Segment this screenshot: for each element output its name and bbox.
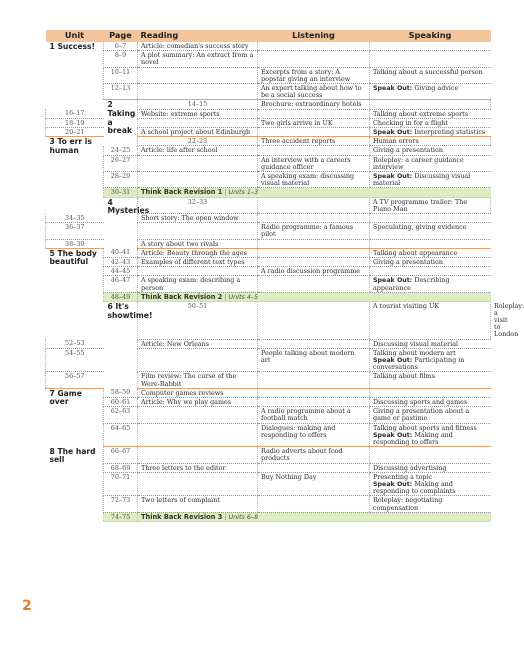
row-page: 8–9 (104, 51, 138, 67)
row-page: 48–49 (104, 292, 138, 301)
reading-cell: Article: comedian's success story (138, 42, 258, 51)
table-row (46, 407, 491, 423)
row-page: 24–25 (104, 146, 138, 155)
row-page: 12–13 (104, 84, 138, 100)
reading-cell: Three letters to the editor (138, 463, 258, 472)
listening-cell (258, 372, 370, 388)
speaking-cell (370, 146, 491, 155)
row-page: 66–67 (104, 447, 138, 463)
revision-cell (138, 292, 491, 301)
listening-cell: Excerpts from a story: A popstar giving an interview (258, 67, 370, 83)
listening-cell: An interview with a careers guidance officer (258, 155, 370, 171)
listening-cell (258, 258, 370, 267)
row-page: 62–63 (104, 407, 138, 423)
revision-row (46, 188, 491, 197)
row-page: 38–39 (46, 239, 104, 248)
reading-cell: Three accident reports (258, 137, 370, 146)
page-number: 2 (22, 598, 32, 614)
listening-cell (258, 496, 370, 512)
speaking-cell (370, 42, 491, 51)
listening-cell (258, 276, 370, 292)
revision-label: Think Back Revision 3 (141, 512, 223, 521)
speaking-cell (370, 276, 491, 292)
listening-cell: A radio discussion programme (258, 267, 370, 276)
revision-units: Units 1–3 (228, 188, 259, 197)
speaking-text: Speculating, giving evidence (373, 223, 467, 232)
unit-title: Success! (57, 42, 95, 51)
speaking-cell (370, 348, 491, 372)
revision-units: Units 4–5 (228, 292, 259, 301)
listening-cell (258, 239, 370, 248)
row-page: 36–37 (46, 223, 104, 239)
speaking-text: Roleplay: negotiating compensation (373, 496, 443, 512)
unit-number: 5 (49, 248, 55, 258)
unit-cell (104, 100, 138, 146)
revision-cell (138, 512, 491, 521)
contents-table (45, 30, 524, 522)
row-page: 30–31 (104, 188, 138, 197)
speaking-text: Talking about modern art (373, 348, 456, 357)
header-listening: Listening (258, 30, 370, 42)
unit-cell (46, 137, 104, 214)
speak-out-text: Describing appearance (373, 276, 450, 292)
table-row (46, 267, 491, 276)
reading-cell (138, 84, 258, 100)
speaking-text: Roleplay: a career guidance interview (373, 155, 464, 171)
speaking-cell (370, 223, 491, 239)
speaking-text: Discussing sports and games (373, 398, 468, 407)
table-row (46, 423, 491, 447)
revision-label: Think Back Revision 2 (141, 292, 223, 301)
row-page: 42–43 (104, 258, 138, 267)
speaking-cell (370, 496, 491, 512)
listening-cell: Radio programme: a famous pilot (258, 223, 370, 239)
revision-separator: | (224, 512, 227, 521)
listening-cell (258, 146, 370, 155)
reading-cell (258, 302, 370, 340)
speaking-text: Giving a presentation about a game or pastime (373, 407, 470, 423)
listening-cell: Two girls arrive in UK (258, 118, 370, 127)
reading-cell (138, 172, 258, 188)
table-row (46, 388, 491, 397)
header-page: Page (104, 30, 138, 42)
reading-cell (138, 267, 258, 276)
reading-cell: Article: New Orleans (138, 339, 258, 348)
speaking-cell (370, 128, 491, 137)
unit-cell (46, 248, 104, 339)
speaking-cell (370, 472, 491, 496)
speaking-text: Talking about films (373, 372, 435, 381)
row-page: 54–55 (46, 348, 104, 372)
listening-cell (258, 398, 370, 407)
speaking-cell (370, 447, 491, 463)
listening-cell: Dialogues: making and responding to offers (258, 423, 370, 447)
speaking-text: Presenting a topic (373, 472, 433, 481)
speak-out-text: Making and responding to offers (373, 430, 453, 447)
revision-cell (138, 188, 491, 197)
listening-cell: A TV programme trailer: The Piano Man (370, 197, 491, 213)
listening-cell: Human errors (370, 137, 491, 146)
table-row (46, 172, 491, 188)
listening-cell (258, 214, 370, 223)
reading-cell: A speaking exam: describing a person (138, 276, 258, 292)
speaking-cell (370, 67, 491, 83)
unit-cell (46, 447, 104, 522)
table-row (46, 146, 491, 155)
contents-body (46, 42, 524, 522)
speaking-text: Talking about sports and fitness (373, 423, 477, 432)
speaking-text: Roleplay: a visit to London (494, 301, 524, 339)
speaking-cell (370, 109, 491, 118)
unit-cell (104, 302, 153, 389)
speak-out-label: Speak Out: (373, 277, 413, 285)
unit-cell (104, 197, 150, 248)
speaking-text: Talking about a successful person (373, 67, 483, 76)
reading-cell (138, 223, 258, 239)
header-speaking: Speaking (370, 30, 491, 42)
listening-cell: Buy Nothing Day (258, 472, 370, 496)
table-row (46, 42, 491, 51)
unit-number: 2 (107, 100, 113, 110)
speak-out-label: Speak Out: (373, 481, 413, 489)
reading-cell: Short story: The open window (138, 214, 258, 223)
reading-cell: Brochure: extraordinary hotels (258, 100, 370, 109)
header-reading: Reading (138, 30, 258, 42)
reading-cell: Website: extreme sports (138, 109, 258, 118)
row-page: 46–47 (104, 276, 138, 292)
row-page: 34–35 (46, 214, 104, 223)
reading-cell (138, 407, 258, 423)
reading-cell: Article: Why we play games (138, 398, 258, 407)
unit-number: 8 (49, 446, 55, 456)
speak-out-text: Interpreting statistics (412, 128, 486, 137)
listening-cell (258, 388, 370, 397)
speaking-cell (370, 239, 491, 248)
row-page: 28–29 (104, 172, 138, 188)
speaking-cell (370, 248, 491, 257)
unit-number: 6 (107, 302, 113, 312)
header-unit: Unit (46, 30, 104, 42)
row-page: 68–69 (104, 463, 138, 472)
speaking-text: Talking about appearance (373, 248, 458, 257)
speaking-cell (370, 423, 491, 447)
listening-cell: A radio programme about a football match (258, 407, 370, 423)
table-row (46, 398, 491, 407)
table-row (46, 258, 491, 267)
listening-cell: An expert talking about how to be a social success (258, 84, 370, 100)
speaking-cell (370, 118, 491, 127)
table-row (46, 67, 491, 83)
table-row (46, 51, 491, 67)
speak-out-text: Giving advice (412, 84, 459, 93)
unit-title: Game over (49, 388, 82, 407)
unit-number: 4 (107, 197, 113, 207)
row-page: 14–15 (138, 100, 258, 109)
speaking-cell (370, 407, 491, 423)
row-page: 70–71 (104, 472, 138, 496)
revision-separator: | (224, 292, 227, 301)
speaking-cell (370, 372, 491, 388)
revision-label: Think Back Revision 1 (141, 188, 223, 197)
listening-cell: Radio adverts about food products (258, 447, 370, 463)
row-page: 58–59 (104, 388, 138, 397)
speaking-text: Discussing visual material (373, 339, 459, 348)
row-page: 32–33 (138, 197, 258, 213)
table-row (46, 447, 491, 463)
table-row (46, 100, 491, 109)
speak-out-label: Speak Out: (373, 173, 413, 181)
header-row (46, 30, 491, 42)
listening-cell (258, 42, 370, 51)
speaking-text: Discussing advertising (373, 463, 447, 472)
row-page: 40–41 (104, 248, 138, 257)
reading-cell (138, 67, 258, 83)
row-page: 18–19 (46, 118, 104, 127)
speaking-cell (370, 155, 491, 171)
table-row (46, 248, 491, 257)
table-row (46, 463, 491, 472)
row-page: 10–11 (104, 67, 138, 83)
speaking-text: Giving a presentation (373, 146, 443, 155)
table-row (46, 84, 491, 100)
row-page: 56–57 (46, 372, 104, 388)
reading-cell (138, 447, 258, 463)
table-row (46, 155, 491, 171)
row-page: 60–61 (104, 398, 138, 407)
listening-cell: A speaking exam: discussing visual material (258, 172, 370, 188)
unit-number: 3 (49, 137, 55, 147)
table-row (46, 276, 491, 292)
row-page: 6–7 (104, 42, 138, 51)
listening-cell (258, 248, 370, 257)
row-page: 26–27 (104, 155, 138, 171)
speak-out-label: Speak Out: (373, 85, 413, 93)
listening-cell (370, 100, 491, 109)
unit-title: Mysteries (107, 206, 150, 216)
table-row (46, 197, 491, 213)
speaking-cell (370, 51, 491, 67)
reading-cell: Two letters of complaint (138, 496, 258, 512)
speaking-cell (370, 398, 491, 407)
speaking-cell (370, 267, 491, 276)
listening-cell (258, 339, 370, 348)
reading-cell (138, 155, 258, 171)
revision-separator: | (224, 188, 227, 197)
speak-out-label: Speak Out: (373, 357, 413, 365)
speaking-cell (370, 84, 491, 100)
unit-cell (46, 388, 104, 446)
speaking-text: Giving a presentation (373, 258, 443, 267)
row-page: 74–75 (104, 512, 138, 521)
reading-cell (138, 472, 258, 496)
listening-cell (258, 51, 370, 67)
reading-cell (138, 348, 258, 372)
speak-out-label: Speak Out: (373, 431, 413, 439)
reading-cell: A story about two rivals (138, 239, 258, 248)
speaking-cell (370, 388, 491, 397)
speaking-text: Talking about extreme sports (373, 109, 469, 118)
table-row (46, 302, 491, 340)
row-page: 52–53 (46, 339, 104, 348)
listening-cell: People talking about modern art (258, 348, 370, 372)
unit-number: 7 (49, 388, 55, 398)
speaking-text: Checking in for a flight (373, 118, 448, 127)
speaking-cell (370, 258, 491, 267)
unit-cell (46, 42, 104, 109)
listening-cell (258, 463, 370, 472)
reading-cell: A plot summary: An extract from a novel (138, 51, 258, 67)
unit-title: The hard sell (49, 446, 96, 465)
revision-row (46, 512, 491, 521)
unit-title: To err is human (49, 137, 92, 155)
unit-title: Taking a break (107, 109, 136, 136)
speak-out-label: Speak Out: (373, 129, 413, 137)
reading-cell (258, 197, 370, 213)
speaking-cell (370, 339, 491, 348)
row-page: 16–17 (46, 109, 104, 118)
reading-cell: A school project about Edinburgh (138, 128, 258, 137)
unit-number: 1 (49, 42, 55, 51)
speak-out-text: Discussing visual material (373, 172, 471, 188)
row-page: 22–23 (138, 137, 258, 146)
table-row (46, 472, 491, 496)
speaking-cell (370, 463, 491, 472)
speak-out-text: Participating in conversations (373, 356, 465, 372)
row-page: 72–73 (104, 496, 138, 512)
listening-cell (258, 109, 370, 118)
table-row (46, 496, 491, 512)
row-page: 50–51 (138, 302, 258, 340)
reading-cell: Computer games reviews (138, 388, 258, 397)
listening-cell (258, 128, 370, 137)
row-page: 64–65 (104, 423, 138, 447)
unit-title: It's showtime! (107, 302, 153, 320)
revision-units: Units 6–8 (228, 512, 259, 521)
speaking-cell (370, 214, 491, 223)
reading-cell: Article: life after school (138, 146, 258, 155)
speaking-cell (370, 172, 491, 188)
listening-cell: A tourist visiting UK (370, 302, 491, 340)
unit-title: The body beautiful (49, 248, 97, 267)
reading-cell: Examples of different text types (138, 258, 258, 267)
row-page: 44–45 (104, 267, 138, 276)
row-page: 20–21 (46, 128, 104, 137)
reading-cell (138, 118, 258, 127)
reading-cell (138, 423, 258, 447)
reading-cell: Film review: The curse of the Were-Rabbit (138, 372, 258, 388)
reading-cell: Article: Beauty through the ages (138, 248, 258, 257)
speak-out-text: Making and responding to complaints (373, 480, 456, 496)
revision-row (46, 292, 491, 301)
